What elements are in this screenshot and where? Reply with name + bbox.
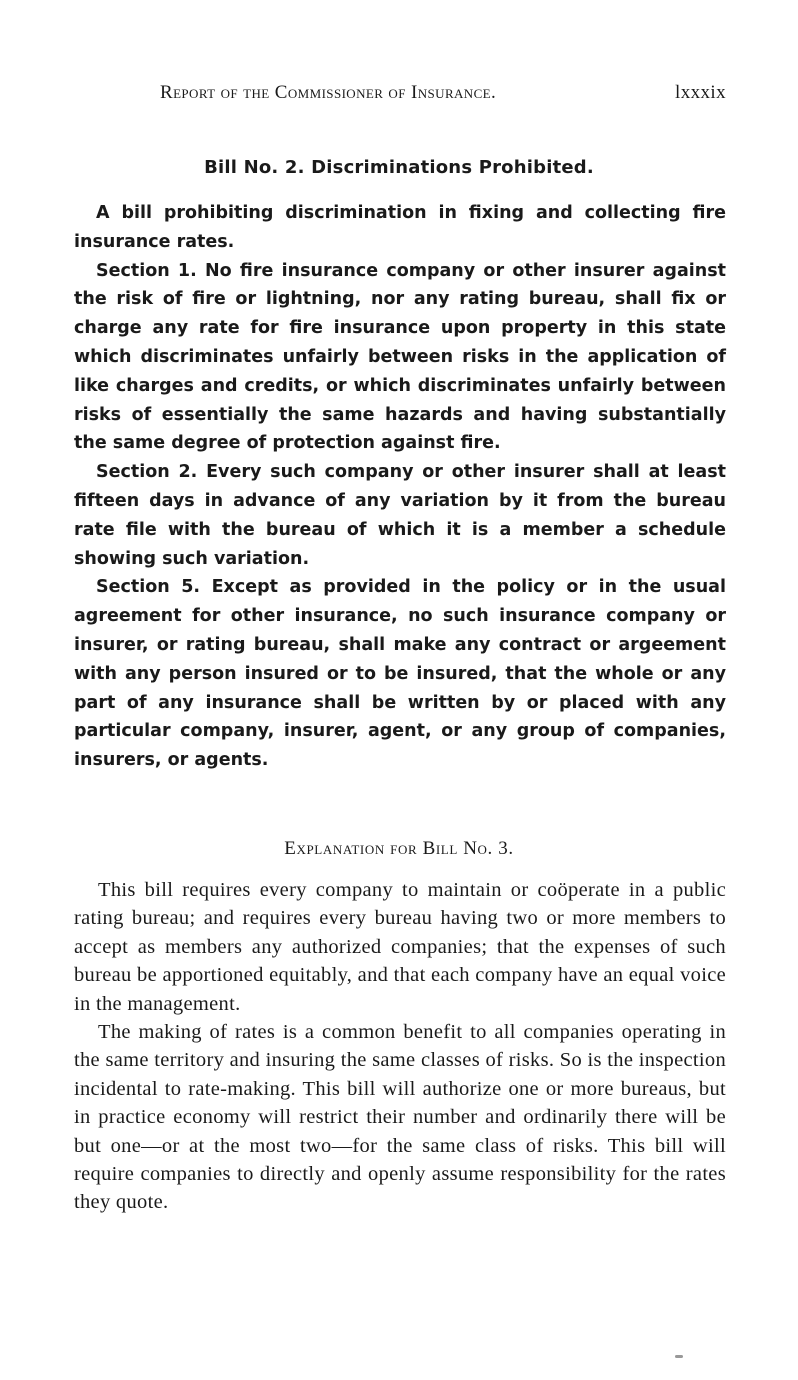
- page-number: lxxxix: [675, 82, 726, 103]
- print-speck: [675, 1355, 683, 1358]
- running-head: [160, 82, 726, 104]
- explanation-heading: Explanation for Bill No. 3.: [284, 838, 514, 859]
- bill-paragraph-section-1: Section 1. No fire insurance company or other insurer against the risk of fire or lightning, nor any rating bureau, shall fix or charge any rate for fire insurance upon property in this state which discriminates unfairly between risks in the application of like charges and credits, or which discriminates unfairly between risks of essentially the same hazards and having substantially the same degree of protection against fire.: [74, 260, 726, 454]
- bill-paragraph-intro: A bill prohibiting discrimination in fixing and collecting fire insurance rates.: [74, 203, 726, 252]
- explanation-paragraph-2: The making of rates is a common benefit to all companies operating in the same territory and insuring the same classes of risks. So is the inspection incidental to rate-making. This bill will authorize one or more bureaus, but in practice economy will restrict their number and ordinarily there will be but one—or at the most two—for the same class of risks. This bill will require companies to directly and openly assume responsibility for the rates they quote.: [74, 1021, 726, 1214]
- explanation-body: [74, 876, 726, 1217]
- bill-body: [74, 199, 726, 775]
- explanation-paragraph-1: This bill requires every company to maintain or coöperate in a public rating bureau; and requires every bureau having two or more members to accept as members any authorized companies; that the expenses of such bureau be apportioned equitably, and that each company have an equal voice in the management.: [74, 879, 726, 1015]
- bill-paragraph-section-5: Section 5. Except as provided in the policy or in the usual agreement for other insurance, no such insurance company or insurer, or rating bureau, shall make any contract or argeement with any person insured or to be insured, that the whole or any part of any insurance shall be written by or placed with any particular company, insurer, agent, or any group of companies, insurers, or agents.: [74, 577, 726, 771]
- bill-paragraph-section-2: Section 2. Every such company or other insurer shall at least fifteen days in advance of any variation by it from the bureau rate file with the bureau of which it is a member a schedule showing such variation.: [74, 462, 726, 569]
- running-title: Report of the Commissioner of Insurance.: [160, 82, 497, 103]
- bill-title: Bill No. 2. Discriminations Prohibited.: [204, 157, 594, 178]
